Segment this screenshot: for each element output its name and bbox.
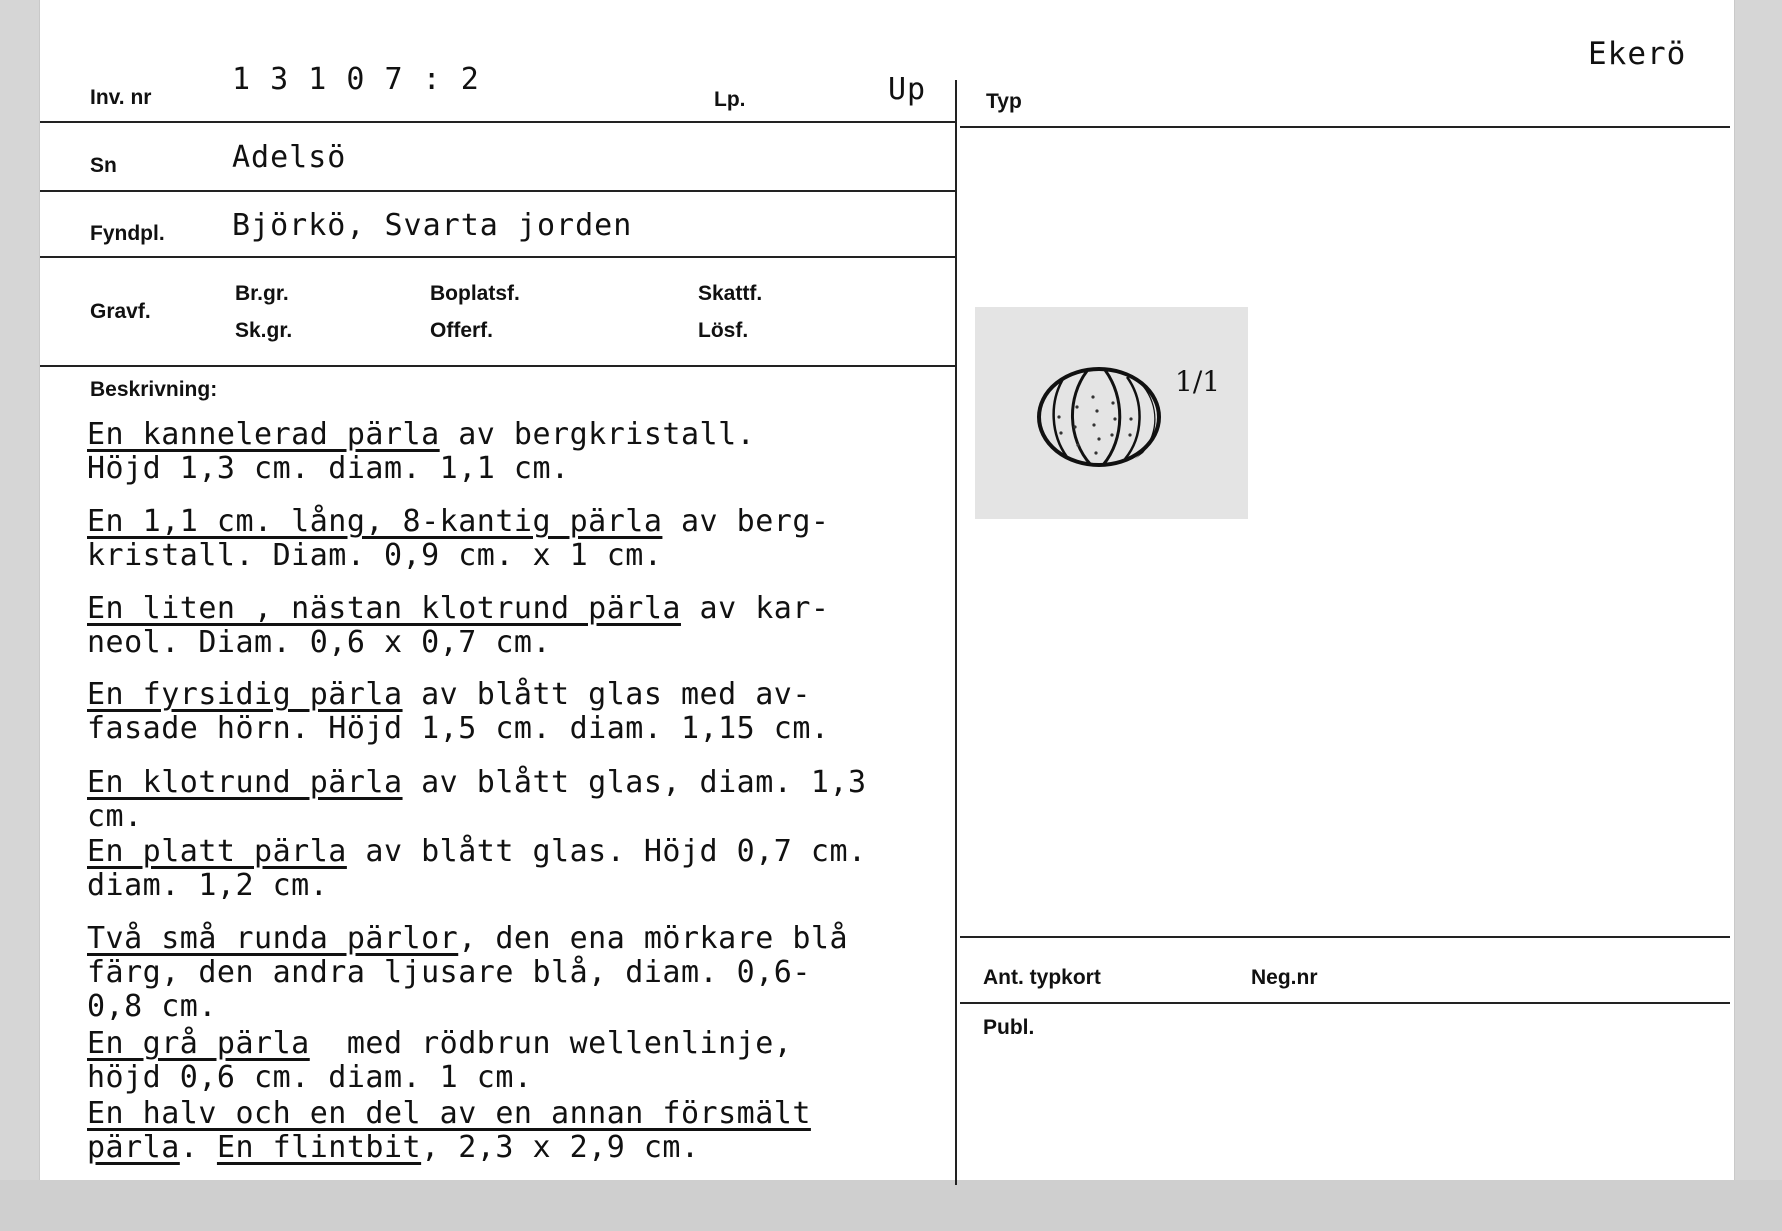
description-item-text: av blått glas. Höjd 0,7 cm. diam. 1,2 cm.	[87, 834, 867, 903]
bead-drawing-icon	[975, 307, 1248, 519]
fyndpl-value: Björkö, Svarta jorden	[232, 208, 633, 243]
losf-label: Lösf.	[698, 319, 749, 342]
description-item-title: En kannelerad pärla	[87, 417, 440, 452]
description-entry-7	[87, 922, 967, 1024]
description-entry-9	[87, 1097, 967, 1165]
rule-gravf	[40, 365, 956, 367]
description-item-title: Två små runda pärlor	[87, 921, 459, 956]
description-entry-8	[87, 1027, 967, 1095]
description-item-text: av kar- neol. Diam. 0,6 x 0,7 cm.	[87, 591, 830, 660]
rule-publ	[960, 1002, 1730, 1004]
skattf-label: Skattf.	[698, 282, 763, 305]
inv-nr-value: 1 3 1 0 7 : 2	[232, 62, 480, 97]
lp-value: Up	[888, 72, 927, 107]
description-item-title: En halv och en del av en annan försmält pärla	[87, 1096, 811, 1165]
rule-ant-typkort	[960, 936, 1730, 938]
description-item-title: En klotrund pärla	[87, 765, 403, 800]
rule-fyndpl	[40, 256, 956, 258]
description-item-title: En liten , nästan klotrund pärla	[87, 591, 681, 626]
neg-nr-label: Neg.nr	[1251, 966, 1318, 989]
description-item-text: , 2,3 x 2,9 cm.	[421, 1130, 700, 1165]
lp-label: Lp.	[714, 88, 746, 111]
bead-drawing-panel	[975, 307, 1248, 519]
description-item-title: En grå pärla	[87, 1026, 310, 1061]
scan-background	[0, 1180, 1782, 1231]
description-item-text: , den ena mörkare blå färg, den andra ljusare blå, diam. 0,6- 0,8 cm.	[87, 921, 849, 1024]
description-item-text: av blått glas med av- fasade hörn. Höjd 1,5 cm. diam. 1,15 cm.	[87, 677, 830, 746]
description-entry-3	[87, 592, 967, 660]
skgr-label: Sk.gr.	[235, 319, 293, 342]
rule-inv	[40, 121, 956, 123]
description-item-text: av bergkristall. Höjd 1,3 cm. diam. 1,1 cm.	[87, 417, 756, 486]
rule-sn	[40, 190, 956, 192]
description-item-text: med rödbrun wellenlinje, höjd 0,6 cm. diam. 1 cm.	[87, 1026, 793, 1095]
description-item-text: av berg- kristall. Diam. 0,9 cm. x 1 cm.	[87, 504, 830, 573]
scale-label: 1/1	[1175, 365, 1221, 398]
sn-value: Adelsö	[232, 140, 347, 175]
boplatsf-label: Boplatsf.	[430, 282, 520, 305]
gravf-label: Gravf.	[90, 300, 151, 323]
description-entry-6	[87, 835, 967, 903]
description-entry-1	[87, 418, 967, 486]
description-item-text: .	[179, 1130, 217, 1165]
publ-label: Publ.	[983, 1016, 1035, 1039]
parish-region: Ekerö	[1588, 36, 1687, 72]
description-item-title: En fyrsidig pärla	[87, 677, 403, 712]
fyndpl-label: Fyndpl.	[90, 222, 165, 245]
description-item-title: En 1,1 cm. lång, 8-kantig pärla	[87, 504, 663, 539]
description-entry-2	[87, 505, 967, 573]
ant-typkort-label: Ant. typkort	[983, 966, 1101, 989]
description-item-text: av blått glas, diam. 1,3 cm.	[87, 765, 867, 834]
typ-label: Typ	[986, 90, 1022, 113]
rule-typ	[960, 126, 1730, 128]
description-item-title: En flintbit	[216, 1130, 422, 1165]
inv-nr-label: Inv. nr	[90, 86, 152, 109]
sn-label: Sn	[90, 154, 117, 177]
description-entry-5	[87, 766, 967, 834]
description-entry-4	[87, 678, 967, 746]
beskrivning-label: Beskrivning:	[90, 378, 218, 401]
brgr-label: Br.gr.	[235, 282, 289, 305]
offerf-label: Offerf.	[430, 319, 493, 342]
description-item-title: En platt pärla	[87, 834, 347, 869]
